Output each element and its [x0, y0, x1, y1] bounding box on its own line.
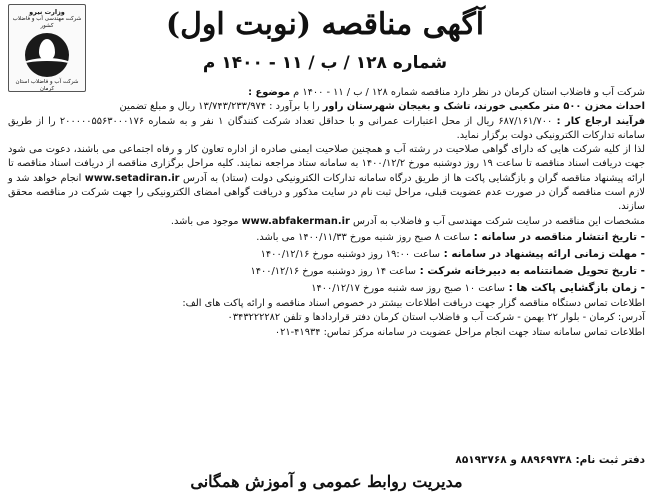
deadline-label: - مهلت زمانی ارائه پیشنهاد در سامانه : — [443, 247, 645, 260]
logo-org-line2: شرکت مهندسی آب و فاضلاب کشور — [12, 16, 82, 29]
referral-label: فرآیند ارجاع کار : — [556, 115, 645, 127]
abfa-link[interactable]: www.abfakerman.ir — [241, 215, 350, 227]
logo-org-line1: وزارت نیرو — [29, 8, 65, 16]
specs-paragraph — [8, 215, 645, 229]
opening-label: - زمان بازگشایی پاکت ها : — [508, 281, 645, 294]
specs-text-2: موجود می باشد. — [170, 215, 239, 227]
publish-date-label: - تاریخ انتشار مناقصه در سامانه : — [473, 230, 645, 243]
address-paragraph: آدرس: کرمان - بلوار ۲۲ بهمن - شرکت آب و فاضلاب استان کرمان دفتر قراردادها و تلفن ۰۳۴۳۲۲۲۲۸۲ — [227, 312, 645, 324]
eligibility-text: لذا از کلیه شرکت هایی که دارای گواهی صلاحیت در رشته آب و همچنین صلاحیت ایمنی صادره از اداره تعاون کار و رفاه اجتماعی می باشند، دعوت می شود جهت دریافت اسناد مناقصه تا ساعت ۱۹ روز دوشنبه مورخ ۱۴۰۰/۱۲/۲ به سامانه ستاد مراجعه نمایند. کلیه مراحل برگزاری مناقصه از دریافت اسناد مناقصه تا ارائه پیشنهاد مناقصه گران و بازگشایی پاکت ها از طریق درگاه سامانه تدارکات الکترونیکی دولت (ستاد) به آدرس — [8, 144, 646, 184]
publish-date-value: ساعت ۸ صبح روز شنبه مورخ ۱۴۰۰/۱۱/۳۳ می باشد. — [256, 231, 470, 243]
setad-link[interactable]: www.setadiran.ir — [84, 172, 180, 184]
eligibility-text-2: انجام خواهد شد و لازم است مناقصه گران در صورت عدم عضویت قبلی، مراحل ثبت نام در سایت مذکور و دریافت گواهی امضای الکترونیکی را جهت شرکت در مناقصه محقق سازند. — [8, 172, 645, 213]
guarantee-value: ساعت ۱۴ روز دوشنبه مورخ ۱۴۰۰/۱۲/۱۶ — [250, 265, 416, 277]
estimate-text: را با برآورد : ۱۳/۷۴۳/۲۳۳/۹۷۴ ریال و مبلغ تضمین — [119, 101, 320, 113]
referral-text: ۶۸۷/۱۶۱/۷۰۰ ریال از محل اعتبارات عمرانی و با حداقل تعداد شرکت کنندگان ۱ نفر و به شماره ۲۰۰۰۰۰۵۵۶۳۰۰۰۱۷۶ را از طریق سامانه تدارکات الکترونیکی دولت برگزار نماید. — [8, 115, 645, 141]
signature: مدیریت روابط عمومی و آموزش همگانی — [190, 472, 463, 491]
guarantee-label: - تاریخ تحویل ضمانتنامه به دبیرخانه شرکت : — [419, 264, 645, 277]
water-drop-icon — [25, 33, 69, 77]
specs-text: مشخصات این مناقصه در سایت شرکت مهندسی آب و فاضلاب به آدرس — [352, 215, 645, 227]
opening-value: ساعت ۱۰ صبح روز سه شنبه مورخ ۱۴۰۰/۱۲/۱۷ — [311, 282, 505, 294]
eligibility-paragraph — [8, 143, 645, 214]
subject-text: احداث مخزن ۵۰۰ متر مکعبی خورند، تاشک و بغیجان شهرستان راور — [322, 101, 645, 113]
guarantee-line — [8, 263, 645, 280]
subject-label: موضوع : — [248, 87, 291, 98]
page-title: آگهی مناقصه (نوبت اول) — [165, 7, 485, 42]
setad-contact-paragraph: اطلاعات تماس سامانه ستاد جهت انجام مراحل عضویت در سامانه مرکز تماس: ۴۱۹۳۴-۰۲۱ — [274, 326, 645, 338]
intro-text: شرکت آب و فاضلاب استان کرمان در نظر دارد مناقصه شماره ۱۲۸ / ب / ۱۱ - ۱۴۰۰ م — [293, 87, 645, 98]
contact-paragraph: اطلاعات تماس دستگاه مناقصه گزار جهت دریافت اطلاعات بیشتر در خصوص اسناد مناقصه و ارائه پاکت های الف: — [182, 297, 645, 309]
registry-office: دفتر ثبت نام: ۸۸۹۶۹۷۳۸ و ۸۵۱۹۳۷۶۸ — [455, 454, 645, 466]
subject-paragraph — [8, 100, 645, 114]
logo-org-line3: شرکت آب و فاضلاب استان کرمان — [15, 79, 79, 92]
tender-number: شماره ۱۲۸ / ب / ۱۱ - ۱۴۰۰ م — [202, 53, 448, 73]
publish-date-line — [8, 229, 645, 246]
company-logo — [8, 4, 86, 92]
referral-paragraph — [8, 115, 645, 144]
opening-line — [8, 280, 645, 297]
deadline-line — [8, 246, 645, 263]
notice-body — [8, 86, 645, 340]
intro-paragraph — [8, 86, 645, 100]
deadline-value: ساعت ۱۹:۰۰ روز دوشنبه مورخ ۱۴۰۰/۱۲/۱۶ — [260, 248, 440, 260]
